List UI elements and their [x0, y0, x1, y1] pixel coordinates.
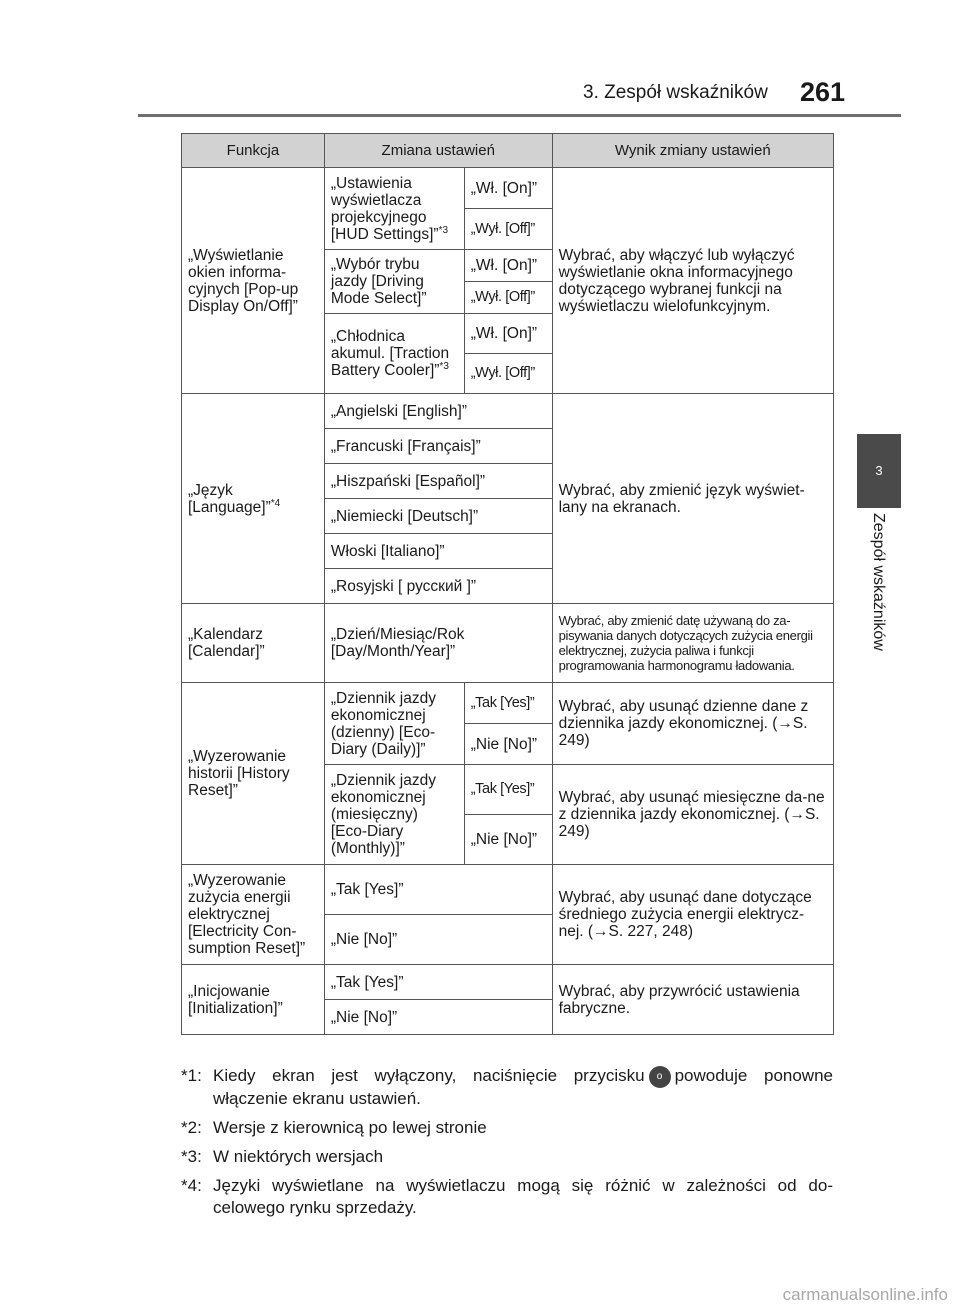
history-monthly-result: Wybrać, aby usunąć miesięczne da-ne z dziennika jazdy ekonomicznej. (→S. 249) — [552, 765, 833, 865]
history-daily: „Dziennik jazdy ekonomicznej (dzienny) [Eco-Diary (Daily)]” — [324, 683, 464, 765]
language-option: „Niemiecki [Deutsch]” — [324, 499, 552, 534]
popup-battery-off: „Wył. [Off]” — [464, 354, 552, 394]
header-function: Funkcja — [182, 134, 325, 168]
footnotes — [181, 1065, 833, 1226]
calendar-setting: „Dzień/Miesiąc/Rok [Day/Month/Year]” — [324, 604, 552, 683]
popup-hud-off: „Wył. [Off]” — [464, 209, 552, 250]
table-row — [182, 168, 834, 209]
language-function: „Język [Language]”$^{*4}$ — [182, 394, 325, 604]
history-monthly-yes: „Tak [Yes]” — [464, 765, 552, 815]
table-row — [182, 865, 834, 915]
language-option: „Francuski [Français]” — [324, 429, 552, 464]
electricity-function: „Wyzerowanie zużycia energii elektrycznej [Electricity Con-sumption Reset]” — [182, 865, 325, 965]
language-option: „Rosyjski [ русский ]” — [324, 569, 552, 604]
history-monthly-no: „Nie [No]” — [464, 815, 552, 865]
section-title: 3. Zespół wskaźników — [583, 82, 768, 103]
footnote-4 — [181, 1175, 833, 1219]
display-button-icon: o — [649, 1066, 671, 1088]
history-monthly: „Dziennik jazdy ekonomicznej (miesięczny) [Eco-Diary (Monthly)]” — [324, 765, 464, 865]
language-result: Wybrać, aby zmienić język wyświet-lany na ekranach. — [552, 394, 833, 604]
footnote-mark: *3: — [181, 1146, 202, 1166]
footnote-text: Wersje z kierownicą po lewej stronie — [213, 1117, 487, 1137]
popup-driving-mode: „Wybór trybu jazdy [Driving Mode Select]” — [324, 250, 464, 314]
footnote-3 — [181, 1146, 833, 1168]
watermark: carmanualsonline.info — [782, 1285, 948, 1304]
electricity-yes: „Tak [Yes]” — [324, 865, 552, 915]
language-option: Włoski [Italiano]” — [324, 534, 552, 569]
page-number: 261 — [800, 77, 846, 107]
table-row — [182, 604, 834, 683]
language-option: „Angielski [English]” — [324, 394, 552, 429]
history-daily-result: Wybrać, aby usunąć dzienne dane z dziennika jazdy ekonomicznej. (→S. 249) — [552, 683, 833, 765]
history-function: „Wyzerowanie historii [History Reset]” — [182, 683, 325, 865]
init-yes: „Tak [Yes]” — [324, 965, 552, 1000]
popup-hud-on: „Wł. [On]” — [464, 168, 552, 209]
table-row — [182, 683, 834, 724]
popup-function: „Wyświetlanie okien informa-cyjnych [Pop-up Display On/Off]” — [182, 168, 325, 394]
popup-hud: „Ustawienia wyświetlacza projekcyjnego [HUD Settings]”$^{*3}$ — [324, 168, 464, 250]
history-daily-yes: „Tak [Yes]” — [464, 683, 552, 724]
footnote-text: Kiedy ekran jest wyłączony, naciśnięcie przycisku o powoduje ponowne włączenie ekranu ustawień. — [213, 1066, 833, 1108]
calendar-result: Wybrać, aby zmienić datę używaną do za-pisywania danych dotyczących zużycia energii elektrycznej, zużycia paliwa i funkcji programowania harmonogramu ładowania. — [552, 604, 833, 683]
popup-battery: „Chłodnica akumul. [Traction Battery Cooler]”$^{*3}$ — [324, 314, 464, 394]
init-function: „Inicjowanie [Initialization]” — [182, 965, 325, 1035]
electricity-no: „Nie [No]” — [324, 915, 552, 965]
chapter-tab[interactable]: 3 — [857, 434, 901, 508]
popup-result: Wybrać, aby włączyć lub wyłączyć wyświetlanie okna informacyjnego dotyczącego wybranej funkcji na wyświetlaczu wielofunkcyjnym. — [552, 168, 833, 394]
table-row — [182, 965, 834, 1000]
language-option: „Hiszpański [Español]” — [324, 464, 552, 499]
table-header-row — [182, 134, 834, 168]
table-row — [182, 394, 834, 429]
popup-driving-on: „Wł. [On]” — [464, 250, 552, 282]
header-rule — [138, 114, 901, 117]
init-result: Wybrać, aby przywrócić ustawienia fabryczne. — [552, 965, 833, 1035]
chapter-label: Zespół wskaźników — [870, 513, 887, 651]
footnote-mark: *2: — [181, 1117, 202, 1137]
popup-driving-off: „Wył. [Off]” — [464, 282, 552, 314]
footnote-mark: *4: — [181, 1175, 202, 1195]
header-result: Wynik zmiany ustawień — [552, 134, 833, 168]
popup-battery-on: „Wł. [On]” — [464, 314, 552, 354]
calendar-function: „Kalendarz [Calendar]” — [182, 604, 325, 683]
footnote-1 — [181, 1065, 833, 1110]
footnote-text: Języki wyświetlane na wyświetlaczu mogą się różnić w zależności od do-celowego rynku sprzedaży. — [213, 1175, 833, 1217]
electricity-result: Wybrać, aby usunąć dane dotyczące średniego zużycia energii elektrycz-nej. (→S. 227, 248) — [552, 865, 833, 965]
history-daily-no: „Nie [No]” — [464, 724, 552, 765]
header-setting: Zmiana ustawień — [324, 134, 552, 168]
footnote-mark: *1: — [181, 1066, 202, 1085]
footnote-2 — [181, 1117, 833, 1139]
settings-table — [181, 133, 834, 1035]
init-no: „Nie [No]” — [324, 1000, 552, 1035]
footnote-text: W niektórych wersjach — [213, 1146, 384, 1166]
